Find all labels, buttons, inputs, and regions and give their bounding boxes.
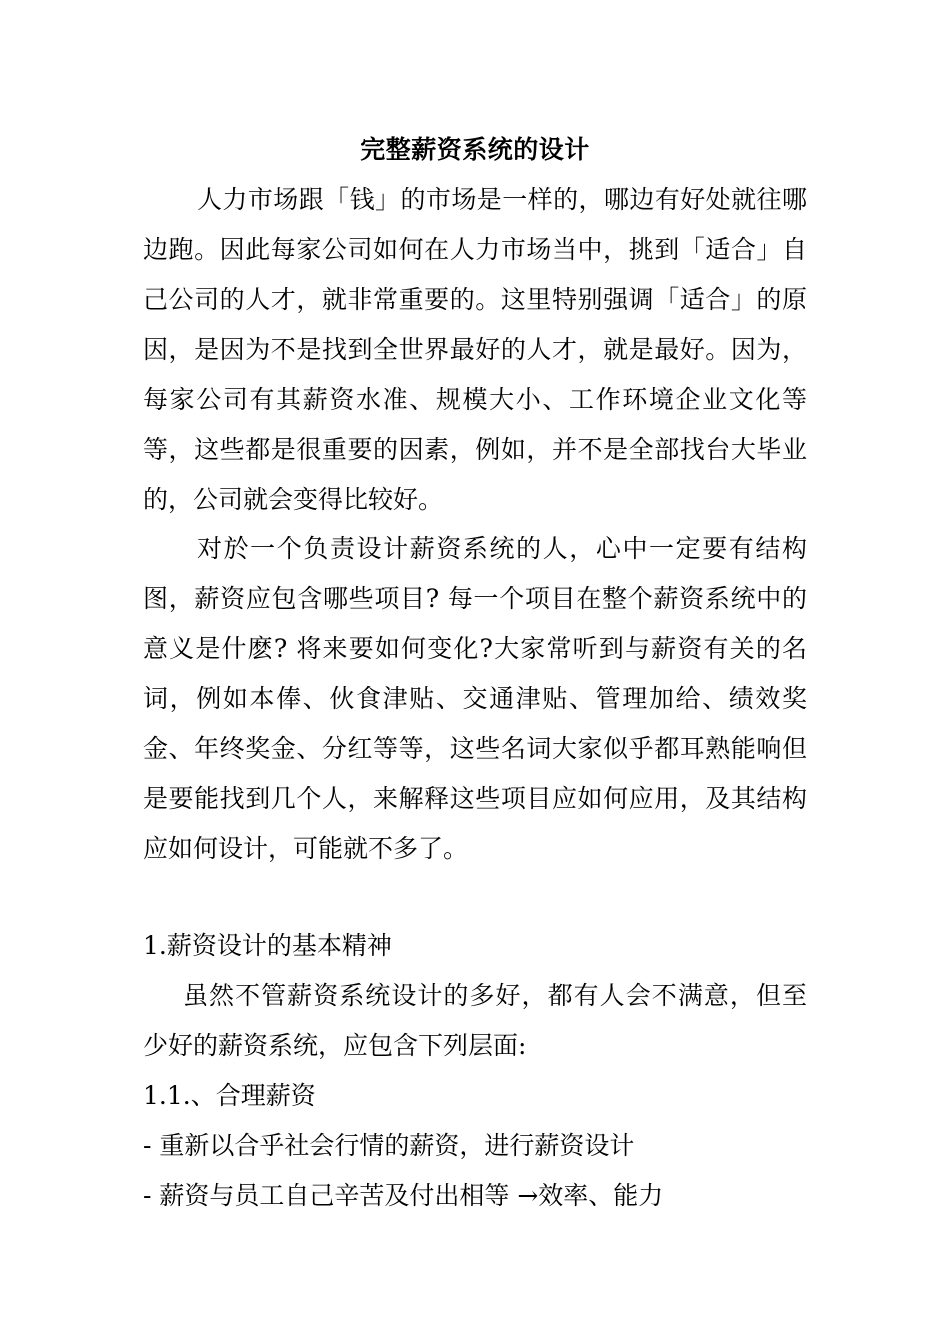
paragraph-intro: 人力市场跟「钱」的市场是一样的，哪边有好处就往哪边跑。因此每家公司如何在人力市场当中，挑到「适合」自己公司的人才，就非常重要的。这里特别强调「适合」的原因，是因为不是找到全世界最好的人才，就是最好。因为，每家公司有其薪资水准、规模大小、工作环境企业文化等等，这些都是很重要的因素，例如，并不是全部找台大毕业的，公司就会变得比较好。 bbox=[143, 185, 807, 514]
section-heading-basic-spirit: 1.薪资设计的基本精神 bbox=[143, 931, 392, 960]
paragraph-structure: 对於一个负责设计薪资系统的人，心中一定要有结构图，薪资应包含哪些项目? 每一个项目在整个薪资系统中的意义是什麽? 将来要如何变化?大家常听到与薪资有关的名词，例如本俸、伙食津贴、交通津贴、管理加给、绩效奖金、年终奖金、分红等等，这些名词大家似乎都耳熟能响但是要能找到几个人，来解释这些项目应如何应用，及其结构应如何设计，可能就不多了。 bbox=[143, 534, 807, 863]
paragraph-satisfaction: 虽然不管薪资系统设计的多好，都有人会不满意，但至少好的薪资系统，应包含下列层面: bbox=[143, 981, 807, 1060]
document-title: 完整薪资系统的设计 bbox=[360, 135, 590, 164]
list-item-effort-salary: - 薪资与员工自己辛苦及付出相等 →效率、能力 bbox=[143, 1181, 664, 1210]
list-item-market-salary: - 重新以合乎社会行情的薪资，进行薪资设计 bbox=[143, 1131, 635, 1160]
subsection-heading-reasonable-salary: 1.1.、合理薪资 bbox=[143, 1081, 316, 1110]
